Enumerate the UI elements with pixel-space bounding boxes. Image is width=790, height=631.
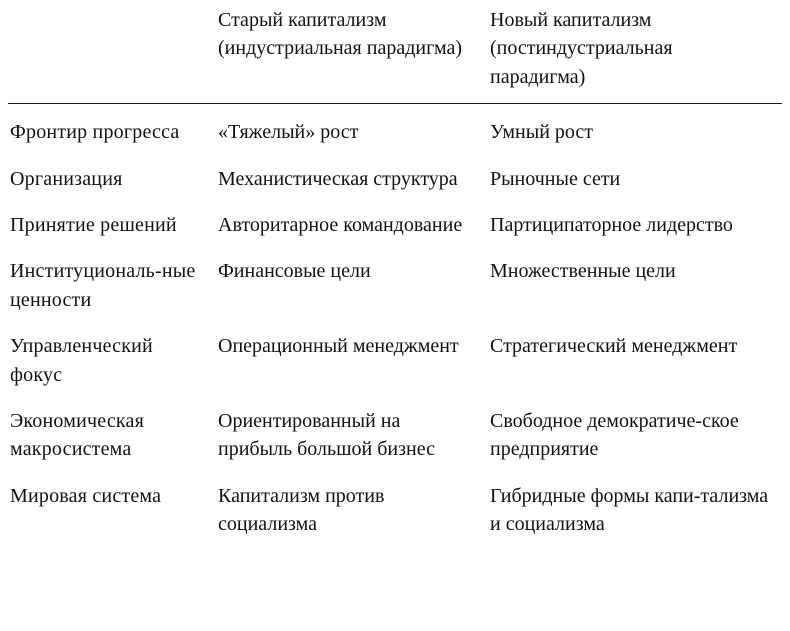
column-header-blank (8, 0, 216, 104)
row-label-text: Принятие решений (10, 213, 177, 236)
table-row (8, 245, 782, 320)
row-label (8, 470, 216, 545)
row-label-text: Управленческий фокус (10, 335, 153, 386)
row-cell-old-text: Ориентированный на прибыль большой бизнес (218, 409, 435, 461)
row-cell-new-text: Рыночные сети (490, 167, 621, 190)
row-label (8, 320, 216, 395)
row-label-text: Организация (10, 167, 123, 190)
row-cell-old (216, 470, 488, 545)
row-cell-new-text: Гибридные формы капи-тализма и социализма (490, 484, 769, 536)
comparison-table (8, 0, 782, 544)
row-cell-new-text: Множественные цели (490, 260, 676, 283)
row-label-text: Мировая система (10, 484, 162, 507)
column-header-new-capitalism-text: Новый капитализм (постиндустриальная парадигма) (490, 9, 673, 88)
row-cell-old (216, 153, 488, 199)
row-label-text: Институциональ-ные ценности (10, 260, 196, 311)
table-body (8, 104, 782, 545)
table-row (8, 470, 782, 545)
row-cell-old-text: Капитализм против социализма (218, 484, 385, 536)
row-cell-new (488, 104, 782, 153)
row-cell-new-text: Партиципаторное лидерство (490, 213, 733, 236)
row-cell-old-text: Финансовые цели (218, 260, 371, 283)
row-cell-old-text: Механистическая структура (218, 167, 458, 190)
table-row (8, 199, 782, 245)
table-row (8, 320, 782, 395)
row-cell-new (488, 245, 782, 320)
row-cell-new (488, 470, 782, 545)
row-label (8, 199, 216, 245)
row-cell-old (216, 199, 488, 245)
row-cell-new (488, 320, 782, 395)
table-header (8, 0, 782, 104)
table-row (8, 104, 782, 153)
row-cell-new-text: Стратегический менеджмент (490, 335, 738, 358)
row-label (8, 104, 216, 153)
row-cell-new (488, 395, 782, 470)
row-label (8, 245, 216, 320)
row-cell-old (216, 320, 488, 395)
column-header-old-capitalism (216, 0, 488, 104)
row-cell-new-text: Умный рост (490, 121, 594, 144)
row-label (8, 153, 216, 199)
table-header-row (8, 0, 782, 104)
row-label-text: Фронтир прогресса (10, 121, 180, 144)
column-header-new-capitalism (488, 0, 782, 104)
table-row (8, 153, 782, 199)
row-cell-new-text: Свободное демократиче-ское предприятие (490, 409, 739, 461)
row-label-text: Экономическая макросистема (10, 409, 144, 461)
row-cell-new (488, 153, 782, 199)
row-cell-old (216, 395, 488, 470)
column-header-old-capitalism-text: Старый капитализм (индустриальная парадигма) (218, 9, 463, 60)
table-row (8, 395, 782, 470)
row-cell-new (488, 199, 782, 245)
row-cell-old-text: Операционный менеджмент (218, 335, 459, 358)
row-cell-old (216, 104, 488, 153)
row-cell-old (216, 245, 488, 320)
row-label (8, 395, 216, 470)
row-cell-old-text: «Тяжелый» рост (218, 121, 359, 144)
row-cell-old-text: Авторитарное командование (218, 213, 463, 236)
